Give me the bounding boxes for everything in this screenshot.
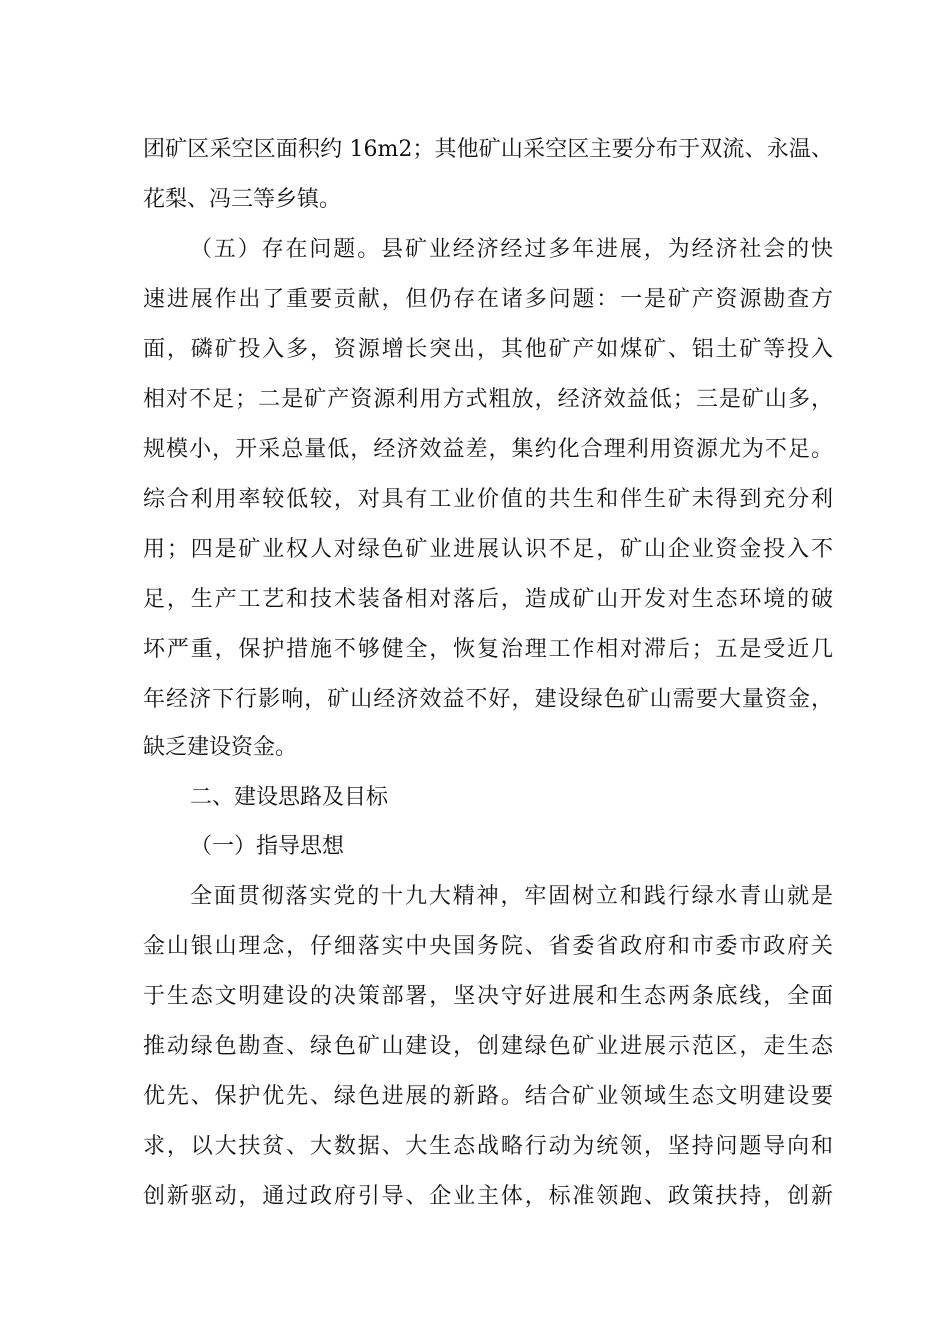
paragraph-1-line-2: 花梨、冯三等乡镇。 <box>143 187 342 212</box>
paragraph-3-line-6: 求，以大扶贫、大数据、大生态战略行动为统领，坚持问题导向和 <box>143 1134 833 1159</box>
paragraph-3-line-4: 推动绿色勘查、绿色矿山建设，创建绿色矿业进展示范区，走生态 <box>143 1034 833 1059</box>
section-heading: 二、建设思路及目标 <box>190 785 389 810</box>
paragraph-3-line-2: 金山银山理念，仔细落实中央国务院、省委省政府和市委市政府关 <box>143 934 833 959</box>
paragraph-2-line-11: 缺乏建设资金。 <box>143 735 298 760</box>
paragraph-2-line-5: 规模小，开采总量低，经济效益差，集约化合理利用资源尤为不足。 <box>143 437 833 462</box>
paragraph-2-line-8: 足，生产工艺和技术装备相对落后，造成矿山开发对生态环境的破 <box>143 587 833 612</box>
paragraph-2-line-6: 综合利用率较低较，对具有工业价值的共生和伴生矿未得到充分利 <box>143 487 833 512</box>
paragraph-2-line-3: 面，磷矿投入多，资源增长突出，其他矿产如煤矿、铝土矿等投入 <box>143 337 833 362</box>
paragraph-3-line-7: 创新驱动，通过政府引导、企业主体，标准领跑、政策扶持，创新 <box>143 1184 833 1209</box>
subsection-heading: （一）指导思想 <box>190 834 345 859</box>
paragraph-3-line-5: 优先、保护优先、绿色进展的新路。结合矿业领域生态文明建设要 <box>143 1084 833 1109</box>
paragraph-2-line-2: 速进展作出了重要贡献，但仍存在诸多问题：一是矿产资源勘查方 <box>143 287 833 312</box>
paragraph-3-line-1: 全面贯彻落实党的十九大精神，牢固树立和践行绿水青山就是 <box>190 884 833 909</box>
paragraph-2-line-7: 用；四是矿业权人对绿色矿业进展认识不足，矿山企业资金投入不 <box>143 537 833 562</box>
paragraph-1-line-1: 团矿区采空区面积约 16m2；其他矿山采空区主要分布于双流、永温、 <box>143 137 833 162</box>
paragraph-3-line-3: 于生态文明建设的决策部署，坚决守好进展和生态两条底线，全面 <box>143 984 833 1009</box>
paragraph-2-line-1: （五）存在问题。县矿业经济经过多年进展，为经济社会的快 <box>190 237 833 262</box>
paragraph-2-line-4: 相对不足；二是矿产资源利用方式粗放，经济效益低；三是矿山多， <box>143 387 833 412</box>
paragraph-2-line-10: 年经济下行影响，矿山经济效益不好，建设绿色矿山需要大量资金， <box>143 687 833 712</box>
paragraph-2-line-9: 坏严重，保护措施不够健全，恢复治理工作相对滞后；五是受近几 <box>143 637 833 662</box>
